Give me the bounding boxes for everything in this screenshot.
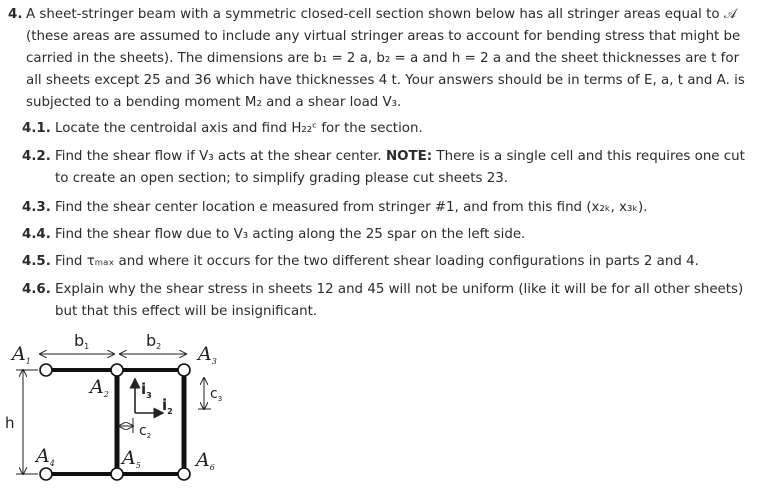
part-number: 4.5. — [22, 254, 51, 269]
part-4-5 — [22, 251, 748, 273]
cross-section-figure — [0, 318, 260, 493]
part-4-4 — [22, 224, 748, 246]
stringer-4 — [40, 468, 52, 480]
b1-label: b1 — [74, 331, 90, 351]
problem-text: A sheet-stringer beam with a symmetric closed-cell section shown below has all stringer areas equal to 𝒜 (these areas are assumed to include any virtual stringer areas to account for bending stress that might be carried in the sheets). The dimensions are b₁ = 2 a, b₂ = a and h = 2 a and the sheet thicknesses are t for all sheets except 25 and 36 which have thicknesses 4 t. Your answers should be in terms of E, a, t and A. is subjected to a bending moment M₂ and a shear load V₃. — [26, 7, 745, 110]
part-text: Find the shear flow due to V₃ acting along the 25 spar on the left side. — [55, 227, 526, 242]
part-number: 4.2. — [22, 149, 51, 164]
part-4-1 — [22, 118, 748, 140]
part-text: Find τₘₐₓ and where it occurs for the two different shear loading configurations in parts 2 and 4. — [55, 254, 699, 269]
sheets — [46, 370, 184, 474]
stringer-5 — [111, 468, 123, 480]
part-4-3 — [22, 197, 748, 219]
stringer-1 — [40, 364, 52, 376]
part-text — [55, 146, 748, 190]
part-4-2 — [22, 146, 748, 190]
part-text-after: There is a single cell and this requires one cut to create an open section; to simplify grading please cut sheets 23. — [55, 149, 745, 186]
h-label: h — [5, 414, 15, 432]
part-number: 4.6. — [22, 282, 51, 297]
stringer-6 — [178, 468, 190, 480]
part-text: Explain why the shear stress in sheets 12 and 45 will not be uniform (like it will be for all other sheets) but that this effect will be insignificant. — [55, 282, 744, 319]
part-4-6 — [22, 279, 748, 323]
part-number: 4.1. — [22, 121, 51, 136]
label-a6: $A_6$ — [196, 449, 215, 472]
stringer-3 — [178, 364, 190, 376]
stringer-2 — [111, 364, 123, 376]
note-label: NOTE: — [385, 149, 433, 164]
label-a3: $A_3$ — [198, 343, 217, 366]
i3-label: $i_3$ — [141, 380, 152, 400]
problem-statement — [8, 4, 748, 114]
problem-number: 4. — [8, 7, 23, 22]
part-number: 4.3. — [22, 200, 51, 215]
b2-label: b2 — [146, 331, 162, 351]
label-a4: $A_4$ — [36, 445, 55, 468]
label-a1: $A_1$ — [12, 343, 31, 366]
c3-label: $c_3$ — [210, 386, 223, 403]
part-text: Find the shear center location e measured from stringer #1, and from this find (x₂ₖ, x₃ₖ). — [55, 200, 648, 215]
c2-label: $c_2$ — [139, 423, 152, 440]
part-text: Locate the centroidal axis and find H₂₂ᶜ for the section. — [55, 121, 423, 136]
i2-label: $i_2$ — [162, 396, 173, 416]
label-a2: $A_2$ — [90, 376, 109, 399]
part-number: 4.4. — [22, 227, 51, 242]
part-text-before: Find the shear flow if V₃ acts at the shear center. — [55, 149, 386, 164]
label-a5: $A_5$ — [122, 447, 141, 470]
